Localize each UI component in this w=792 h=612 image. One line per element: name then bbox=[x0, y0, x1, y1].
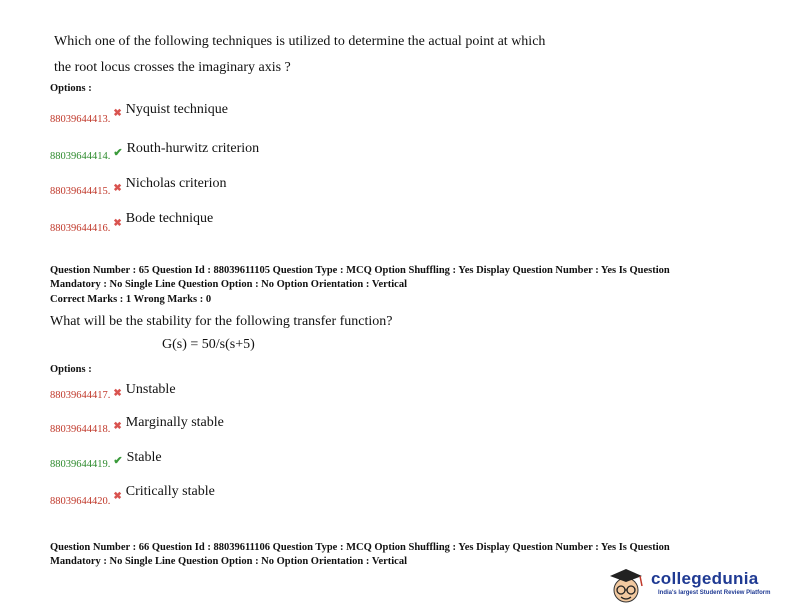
transfer-function: G(s) = 50/s(s+5) bbox=[162, 337, 255, 352]
option-text: Bode technique bbox=[125, 211, 214, 226]
options-label: Options : bbox=[50, 83, 92, 94]
option-id: 88039644420. bbox=[50, 496, 111, 507]
option-row bbox=[50, 174, 227, 197]
check-icon: ✔ bbox=[113, 455, 123, 467]
option-id: 88039644413. bbox=[50, 114, 111, 125]
option-row bbox=[50, 448, 162, 470]
cross-icon: ✖ bbox=[113, 108, 122, 119]
option-text: Stable bbox=[126, 450, 162, 465]
option-text: Marginally stable bbox=[125, 415, 224, 430]
cross-icon: ✖ bbox=[113, 183, 122, 194]
option-id: 88039644414. bbox=[50, 151, 111, 162]
graduate-mascot-icon bbox=[604, 566, 650, 606]
question-meta-line2: Mandatory : No Single Line Question Option : No Option Orientation : Vertical bbox=[50, 279, 408, 290]
logo-tagline: India's largest Student Review Platform bbox=[658, 590, 771, 596]
option-text: Nicholas criterion bbox=[125, 176, 227, 191]
option-text: Nyquist technique bbox=[125, 102, 229, 117]
question-text-line2: the root locus crosses the imaginary axis ? bbox=[54, 60, 291, 75]
option-row bbox=[50, 100, 229, 125]
question-meta-line1: Question Number : 66 Question Id : 88039611106 Question Type : MCQ Option Shuffling : Yes Display Question Number : Yes Is Question bbox=[50, 542, 670, 553]
collegedunia-logo bbox=[604, 566, 784, 606]
option-row bbox=[50, 380, 176, 401]
option-id: 88039644419. bbox=[50, 459, 111, 470]
question-text-line1: Which one of the following techniques is utilized to determine the actual point at which bbox=[54, 34, 546, 49]
logo-wordmark: collegedunia bbox=[651, 569, 759, 588]
option-row bbox=[50, 139, 260, 162]
cross-icon: ✖ bbox=[113, 421, 122, 432]
check-icon: ✔ bbox=[113, 147, 123, 159]
question-meta-line1: Question Number : 65 Question Id : 88039611105 Question Type : MCQ Option Shuffling : Yes Display Question Number : Yes Is Question bbox=[50, 265, 670, 276]
question-meta-line2: Mandatory : No Single Line Question Option : No Option Orientation : Vertical bbox=[50, 556, 408, 567]
cross-icon: ✖ bbox=[113, 388, 122, 399]
option-id: 88039644418. bbox=[50, 424, 111, 435]
question-text: What will be the stability for the following transfer function? bbox=[50, 314, 393, 329]
cross-icon: ✖ bbox=[113, 218, 122, 229]
option-id: 88039644415. bbox=[50, 186, 111, 197]
option-text: Critically stable bbox=[125, 484, 215, 499]
option-text: Routh-hurwitz criterion bbox=[126, 141, 260, 156]
option-row bbox=[50, 413, 224, 435]
option-row bbox=[50, 482, 215, 507]
option-text: Unstable bbox=[125, 382, 176, 397]
question-marks: Correct Marks : 1 Wrong Marks : 0 bbox=[50, 294, 212, 305]
option-id: 88039644416. bbox=[50, 223, 111, 234]
option-id: 88039644417. bbox=[50, 390, 111, 401]
cross-icon: ✖ bbox=[113, 491, 122, 502]
options-label: Options : bbox=[50, 364, 92, 375]
option-row bbox=[50, 209, 214, 234]
